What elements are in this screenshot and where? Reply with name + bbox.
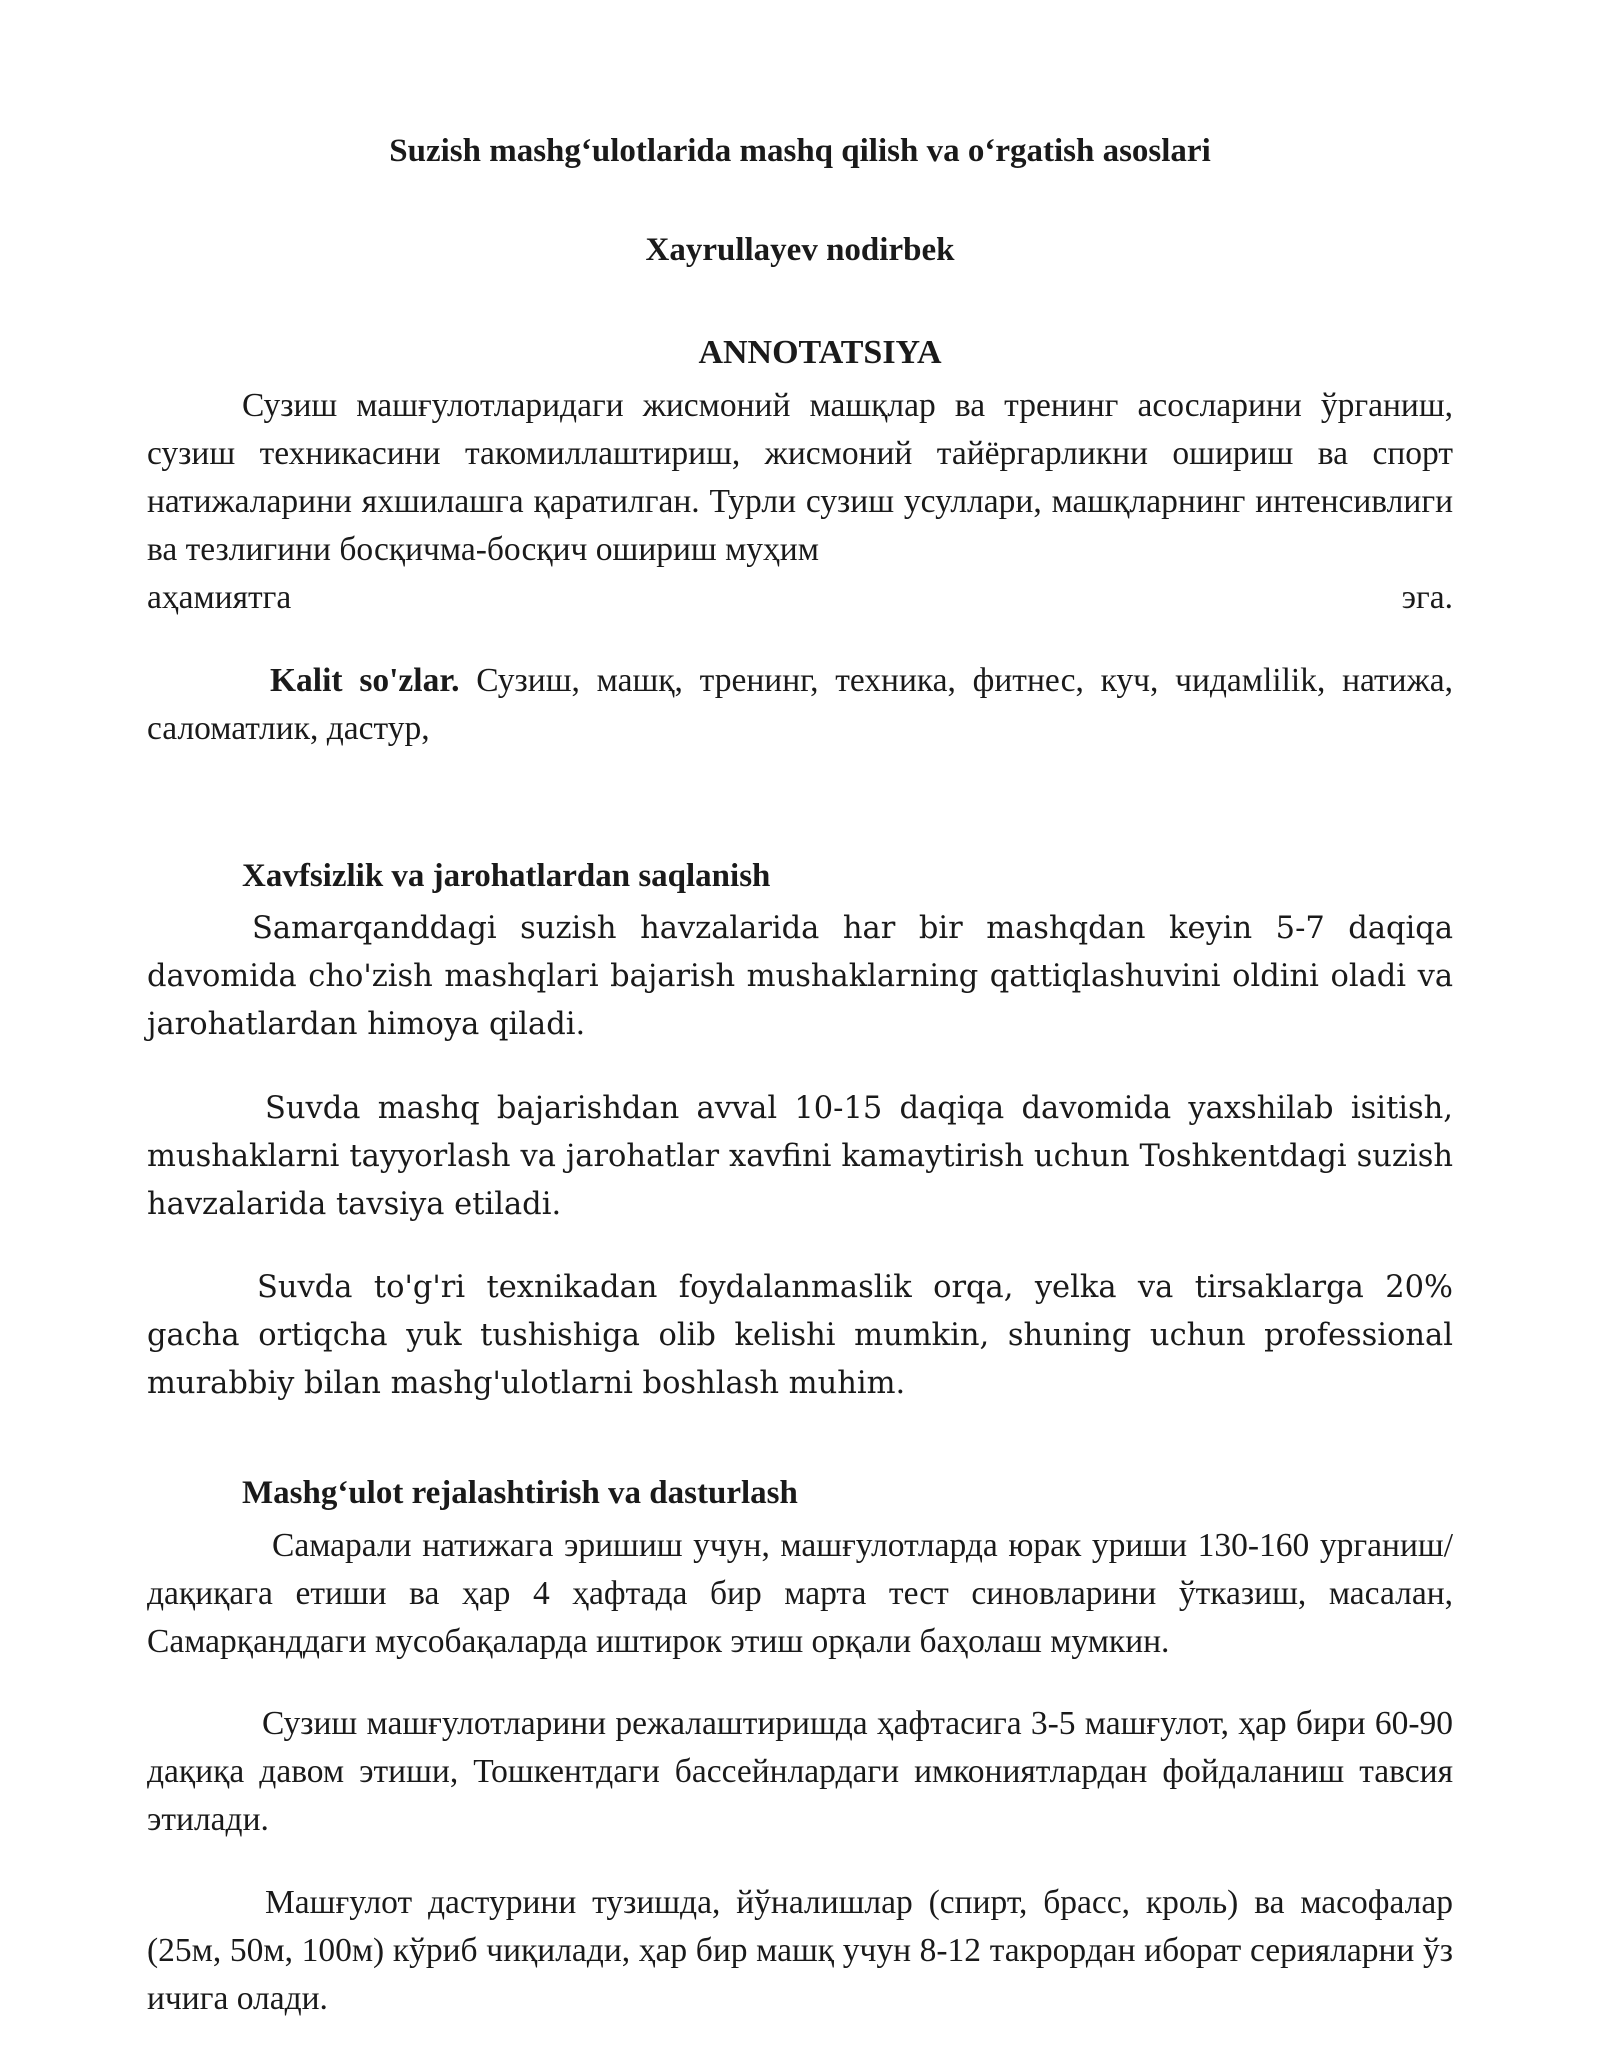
section-heading-safety: Xavfsizlik va jarohatlardan saqlanish xyxy=(242,858,771,894)
keywords-text: Сузиш, машқ, тренинг, техника, фитнес, куч, чидамlilik, натижа, саломатлик, дастур, xyxy=(147,662,1453,747)
keywords-paragraph xyxy=(147,657,1453,753)
annotation-block xyxy=(147,382,1453,622)
paragraph xyxy=(147,905,1453,1049)
section1-paragraph-3: Suvda to'g'ri texnikadan foydalanmaslik orqa, yelka va tirsaklarga 20% gacha ortiqcha yuk tushishiga olib kelishi mumkin, shuning uchun professional murabbiy bilan mashg'ulotlarni boshlash muhim. xyxy=(147,1270,1453,1401)
author-name: Xayrullayev nodirbek xyxy=(645,232,955,268)
paragraph xyxy=(147,1522,1453,1666)
section1-paragraph-1: Samarqanddagi suzish havzalarida har bir mashqdan keyin 5-7 daqiqa davomida cho'zish mashqlari bajarish mushaklarning qattiqlashuvini oldini oladi va jarohatlardan himoya qiladi. xyxy=(147,911,1453,1042)
paragraph xyxy=(147,1085,1453,1229)
paragraph xyxy=(147,1264,1453,1408)
section2-paragraph-2: Сузиш машғулотларини режалаштиришда ҳафтасига 3-5 машғулот, ҳар бири 60-90 дақиқа давом этиши, Тошкентдаги бассейнлардаги имкониятлардан фойдаланиш тавсия этилади. xyxy=(147,1705,1453,1838)
document-title: Suzish mashg‘ulotlarida mashq qilish va o‘rgatish asoslari xyxy=(389,133,1211,169)
annotation-text: Сузиш машғулотларидаги жисмоний машқлар ва тренинг асосларини ўрганиш, сузиш техникасини такомиллаштириш, жисмоний тайёргарликни ошириш ва спорт натижаларини яхшилашга қаратилган. Турли сузиш усуллари, машқларнинг интенсивлиги ва тезлигини босқичма-босқич ошириш муҳим xyxy=(147,387,1453,568)
section-heading-planning: Mashg‘ulot rejalashtirish va dasturlash xyxy=(242,1475,798,1511)
annotation-last-word-left: аҳамиятга xyxy=(147,579,292,616)
annotation-heading: ANNOTATSIYA xyxy=(698,334,942,371)
keywords-label: Kalit so'zlar. xyxy=(270,662,460,699)
annotation-last-word-right: эга. xyxy=(1401,579,1453,616)
paragraph xyxy=(147,1879,1453,2023)
section2-paragraph-3: Машғулот дастурини тузишда, йўналишлар (спирт, брасс, кроль) ва масофалар (25м, 50м, 100м) кўриб чиқилади, ҳар бир машқ учун 8-12 такрордан иборат серияларни ўз ичига олади. xyxy=(147,1884,1453,2017)
keywords-block xyxy=(147,657,1453,753)
section2-paragraph-1: Самарали натижага эришиш учун, машғулотларда юрак уриши 130-160 урганиш/дақиқага етиши ва ҳар 4 ҳафтада бир марта тест синовларини ўтказиш, масалан, Самарқанддаги мусобақаларда иштирок этиш орқали баҳолаш мумкин. xyxy=(147,1527,1453,1660)
annotation-last-line xyxy=(147,574,1453,622)
paragraph xyxy=(147,1700,1453,1844)
section1-paragraph-2: Suvda mashq bajarishdan avval 10-15 daqiqa davomida yaxshilab isitish, mushaklarni tayyorlash va jarohatlar xavfini kamaytirish uchun Toshkentdagi suzish havzalarida tavsiya etiladi. xyxy=(147,1091,1453,1222)
